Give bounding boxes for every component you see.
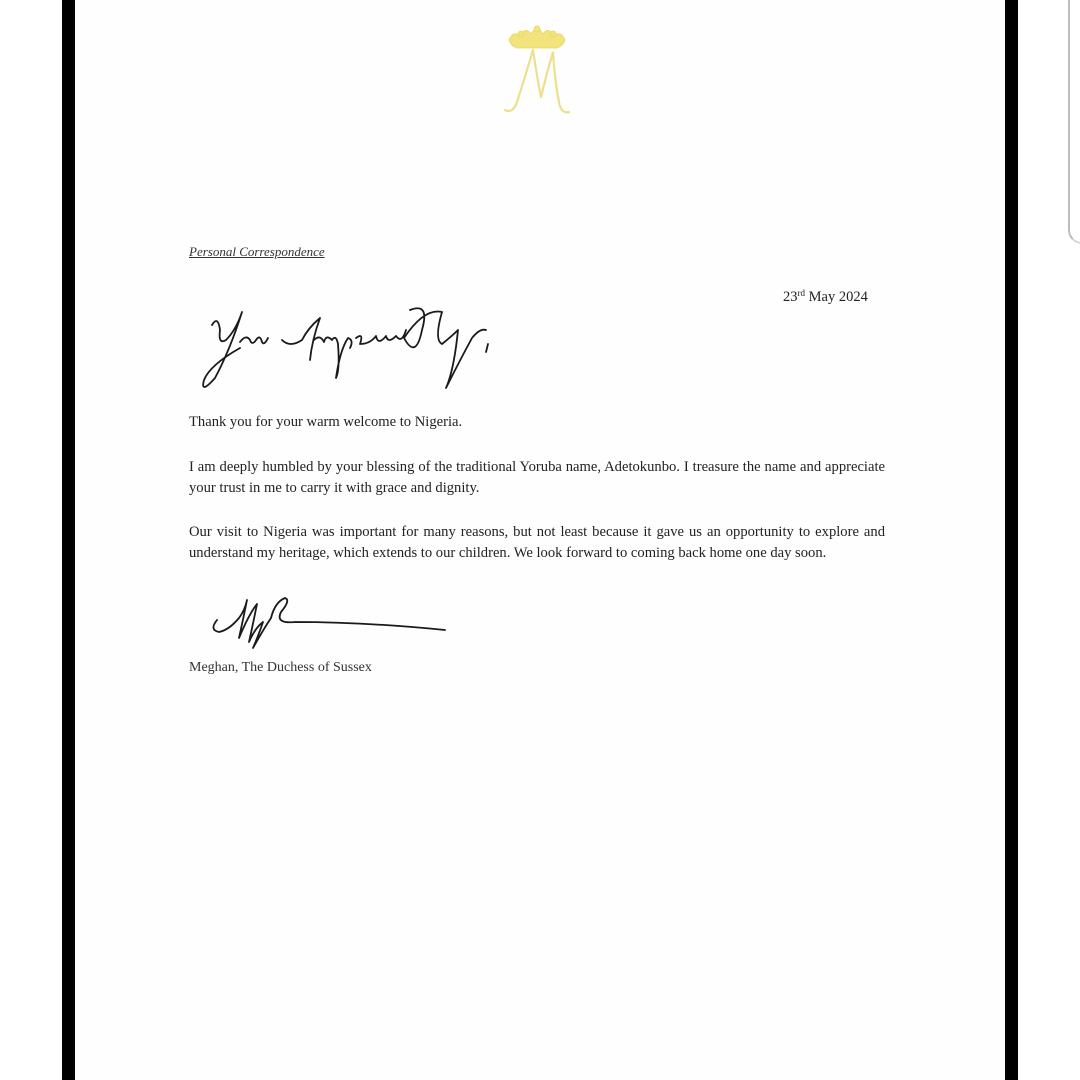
left-frame-border <box>62 0 75 1080</box>
handwritten-signature <box>205 590 455 655</box>
scroll-indicator[interactable] <box>1068 0 1080 244</box>
paragraph-visit: Our visit to Nigeria was important for many reasons, but not least because it gave us an opportunity to explore and understand my heritage, which extends to our children. We look forward to coming back home one day soon. <box>189 524 885 561</box>
paragraph-thank-you: Thank you for your warm welcome to Nigeria. <box>189 414 463 430</box>
signoff-name: Meghan, The Duchess of Sussex <box>189 660 372 675</box>
handwritten-salutation <box>190 300 500 395</box>
personal-correspondence-label: Personal Correspondence <box>189 244 325 259</box>
crowned-m-monogram-icon <box>497 22 577 122</box>
right-frame-border <box>1005 0 1018 1080</box>
letter-date: 23rd May 2024 <box>783 288 868 305</box>
paragraph-yoruba-name: I am deeply humbled by your blessing of the traditional Yoruba name, Adetokunbo. I treasure the name and appreciate your trust in me to carry it with grace and dignity. <box>189 459 885 496</box>
